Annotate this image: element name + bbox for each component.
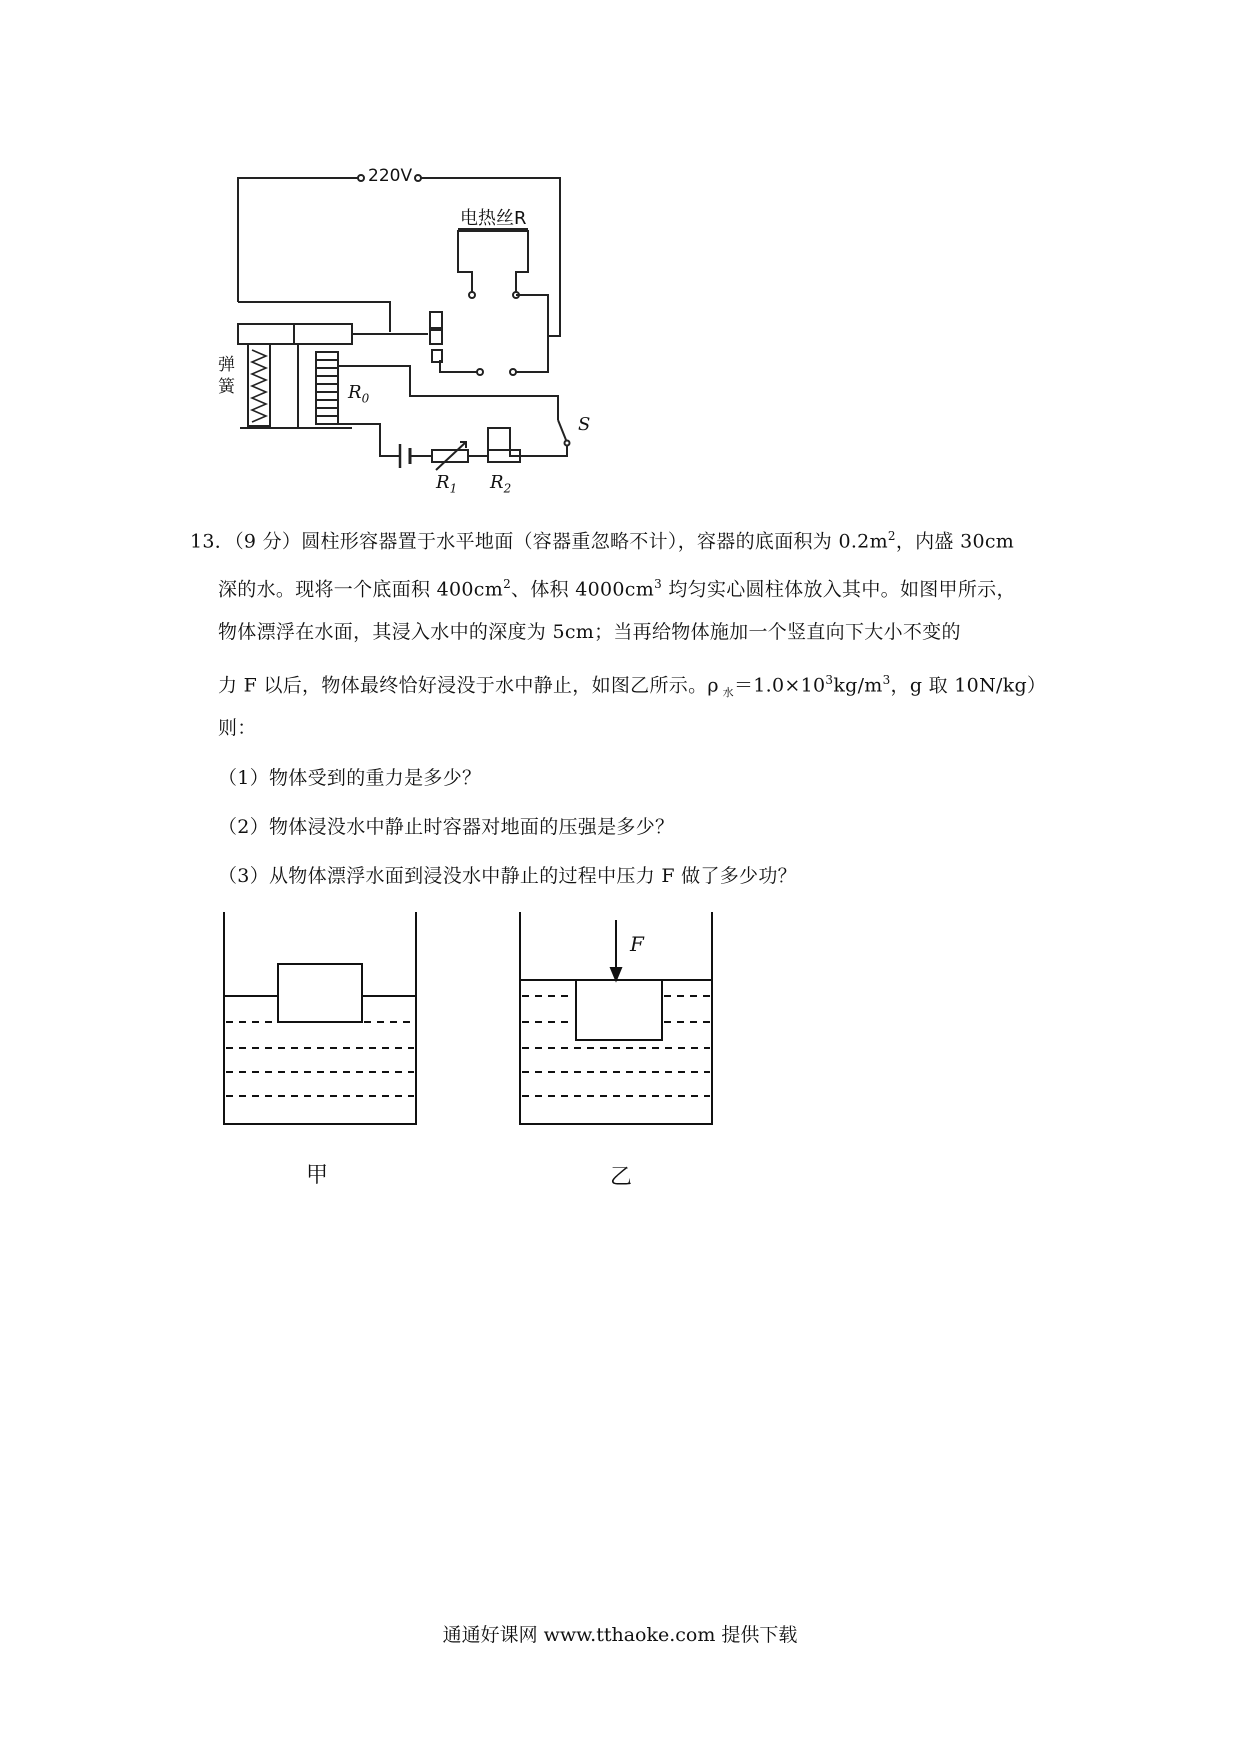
voltage-label: 220V <box>368 166 413 186</box>
question-line-4: 力 F 以后，物体最终恰好浸没于水中静止，如图乙所示。ρ $_水=1.0\times 10^3kg/m^3$，g 取 10N/kg） <box>218 673 1047 700</box>
r2-label: $R_2$ <box>490 472 512 496</box>
footer-text: 通通好课网 www.tthaoke.com 提供下载 <box>442 1624 798 1646</box>
floating-block <box>278 964 362 1022</box>
sub-question-2: （2）物体浸没水中静止时容器对地面的压强是多少？ <box>218 816 675 838</box>
spring-label: 弹簧 <box>218 355 235 397</box>
caption-jia: 甲 <box>306 1163 329 1188</box>
question-number: 13． <box>190 530 235 553</box>
question-line-5: 则： <box>218 717 257 739</box>
question-line-2: 深的水。现将一个底面积 $400cm^2$、体积 $4000cm^3$ 均匀实心圆柱体放入其中。如图甲所示， <box>218 577 1016 601</box>
sub-question-1: （1）物体受到的重力是多少？ <box>218 767 482 789</box>
caption-yi: 乙 <box>610 1165 633 1190</box>
question-line-3: 物体漂浮在水面，其浸入水中的深度为 5cm；当再给物体施加一个竖直向下大小不变的 <box>218 621 961 643</box>
switch-label: S <box>578 414 591 435</box>
r1-label: $R_1$ <box>436 472 458 496</box>
container-right <box>520 912 712 1124</box>
r0-label: $R_0$ <box>348 382 370 406</box>
heater-label: 电热丝R <box>460 208 527 229</box>
force-label: F <box>630 932 644 956</box>
question-line-1: 13．（9 分）圆柱形容器置于水平地面（容器重忽略不计），容器的底面积为 $0.2m^2$，内盛 30cm <box>190 529 1015 553</box>
submerged-block <box>576 980 662 1040</box>
sub-question-3: （3）从物体漂浮水面到浸没水中静止的过程中压力 F 做了多少功？ <box>218 865 797 887</box>
container-left <box>224 912 416 1124</box>
